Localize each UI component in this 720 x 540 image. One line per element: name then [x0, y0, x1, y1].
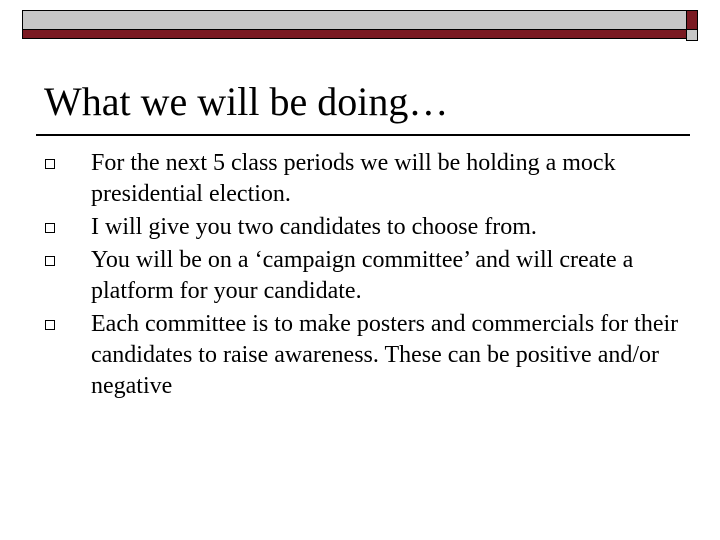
bullet-list — [44, 148, 694, 404]
list-item — [44, 148, 694, 210]
decoration-gray-bar — [22, 10, 698, 30]
slide-title: What we will be doing… — [44, 79, 449, 124]
decoration-red-bar — [22, 30, 698, 39]
title-underline-divider — [36, 134, 690, 136]
list-item — [44, 212, 694, 243]
bullet-text: I will give you two candidates to choose from. — [91, 214, 537, 240]
decoration-corner-gray-block — [686, 30, 698, 41]
hollow-square-bullet-icon — [45, 320, 55, 330]
bullet-text: You will be on a ‘campaign committee’ and will create a platform for your candidate. — [91, 247, 634, 304]
hollow-square-bullet-icon — [45, 256, 55, 266]
bullet-text: For the next 5 class periods we will be holding a mock presidential election. — [91, 150, 616, 207]
list-item — [44, 245, 694, 307]
bullet-text: Each committee is to make posters and commercials for their candidates to raise awareness. These can be positive and/or negative — [91, 311, 679, 399]
header-decoration-band — [22, 10, 698, 36]
list-item — [44, 309, 694, 402]
hollow-square-bullet-icon — [45, 223, 55, 233]
decoration-corner-red-block — [686, 10, 698, 30]
hollow-square-bullet-icon — [45, 159, 55, 169]
